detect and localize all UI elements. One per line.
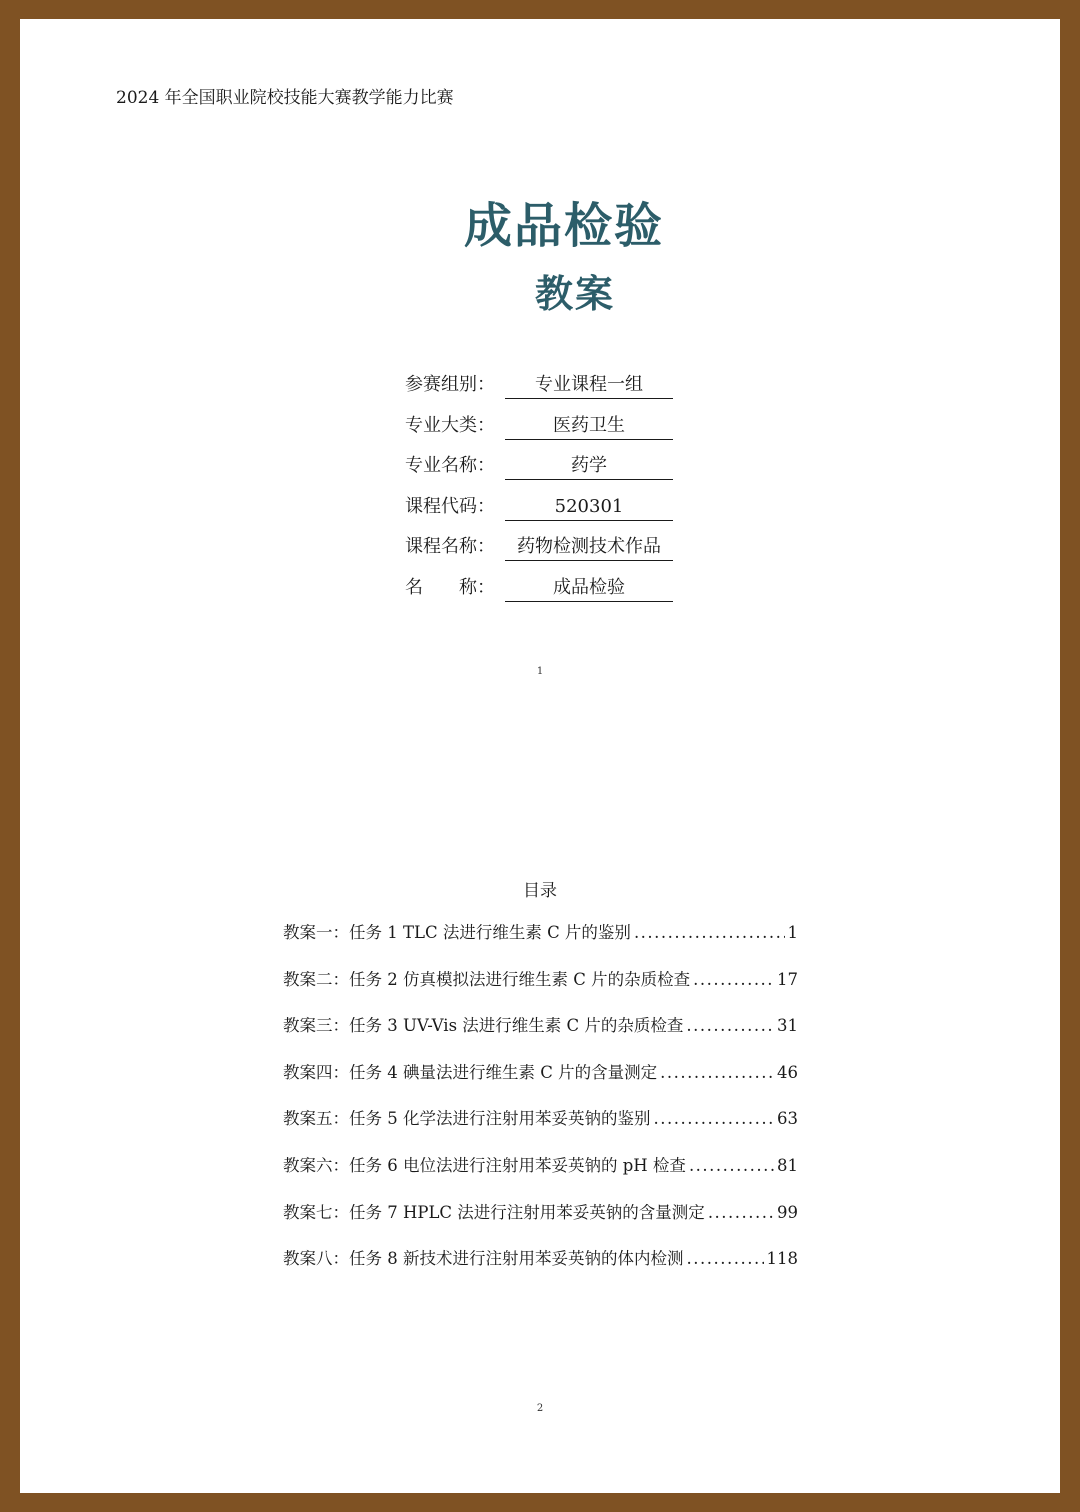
table-of-contents xyxy=(283,920,798,1293)
toc-leader-dots xyxy=(634,920,785,946)
document-subtitle: 教案 xyxy=(534,272,615,316)
toc-entry-text: 教案一：任务 1 TLC 法进行维生素 C 片的鉴别 xyxy=(283,923,631,942)
toc-entry-text: 教案三：任务 3 UV-Vis 法进行维生素 C 片的杂质检查 xyxy=(283,1016,684,1036)
document-page xyxy=(20,19,1060,1493)
toc-leader-dots xyxy=(689,1153,774,1179)
page-number: 1 xyxy=(536,666,544,677)
field-label: 专业名称： xyxy=(405,455,495,476)
field-label: 参赛组别： xyxy=(405,374,495,395)
toc-entry-page: 46 xyxy=(777,1062,798,1082)
toc-leader-dots xyxy=(708,1200,774,1226)
field-label: 课程名称： xyxy=(405,536,495,557)
competition-header: 2024 年全国职业院校技能大赛教学能力比赛 xyxy=(116,88,454,108)
field-label: 专业大类： xyxy=(405,414,495,436)
field-value: 成品检验 xyxy=(505,574,673,602)
toc-entry-text: 教案八：任务 8 新技术进行注射用苯妥英钠的体内检测 xyxy=(283,1249,684,1269)
toc-entry-text: 教案七：任务 7 HPLC 法进行注射用苯妥英钠的含量测定 xyxy=(283,1202,705,1222)
toc-entry-text: 教案五：任务 5 化学法进行注射用苯妥英钠的鉴别 xyxy=(283,1109,651,1129)
toc-entry[interactable] xyxy=(283,1106,798,1153)
field-value: 专业课程一组 xyxy=(505,371,673,399)
toc-leader-dots xyxy=(660,1060,774,1086)
field-value: 药物检测技术作品 xyxy=(505,533,673,561)
page-number: 2 xyxy=(536,1403,544,1414)
toc-entry-page: 31 xyxy=(777,1016,798,1036)
toc-entry[interactable] xyxy=(283,1013,798,1060)
field-label: 名 称： xyxy=(405,576,495,598)
field-label: 课程代码： xyxy=(405,495,495,517)
field-value: 药学 xyxy=(505,452,673,480)
field-value: 医药卫生 xyxy=(505,412,673,440)
toc-heading: 目录 xyxy=(523,881,557,901)
toc-entry[interactable] xyxy=(283,920,798,967)
field-value: 520301 xyxy=(505,493,673,521)
toc-entry-text: 教案二：任务 2 仿真模拟法进行维生素 C 片的杂质检查 xyxy=(283,969,691,989)
toc-entry[interactable] xyxy=(283,1153,798,1200)
toc-entry[interactable] xyxy=(283,967,798,1014)
toc-leader-dots xyxy=(693,967,774,993)
document-title: 成品检验 xyxy=(463,198,664,254)
toc-entry[interactable] xyxy=(283,1200,798,1247)
toc-entry[interactable] xyxy=(283,1246,798,1293)
toc-leader-dots xyxy=(686,1013,774,1039)
toc-entry-text: 教案六：任务 6 电位法进行注射用苯妥英钠的 pH 检查 xyxy=(283,1155,686,1175)
toc-entry[interactable] xyxy=(283,1060,798,1107)
toc-leader-dots xyxy=(687,1246,764,1272)
toc-entry-page: 81 xyxy=(777,1155,798,1175)
toc-leader-dots xyxy=(654,1106,775,1132)
toc-entry-page: 17 xyxy=(777,969,798,989)
toc-entry-page: 99 xyxy=(777,1202,798,1222)
toc-entry-text: 教案四：任务 4 碘量法进行维生素 C 片的含量测定 xyxy=(283,1062,658,1082)
toc-entry-page: 118 xyxy=(766,1249,798,1269)
toc-entry-page: 63 xyxy=(777,1109,798,1129)
toc-entry-page: 1 xyxy=(787,923,798,942)
